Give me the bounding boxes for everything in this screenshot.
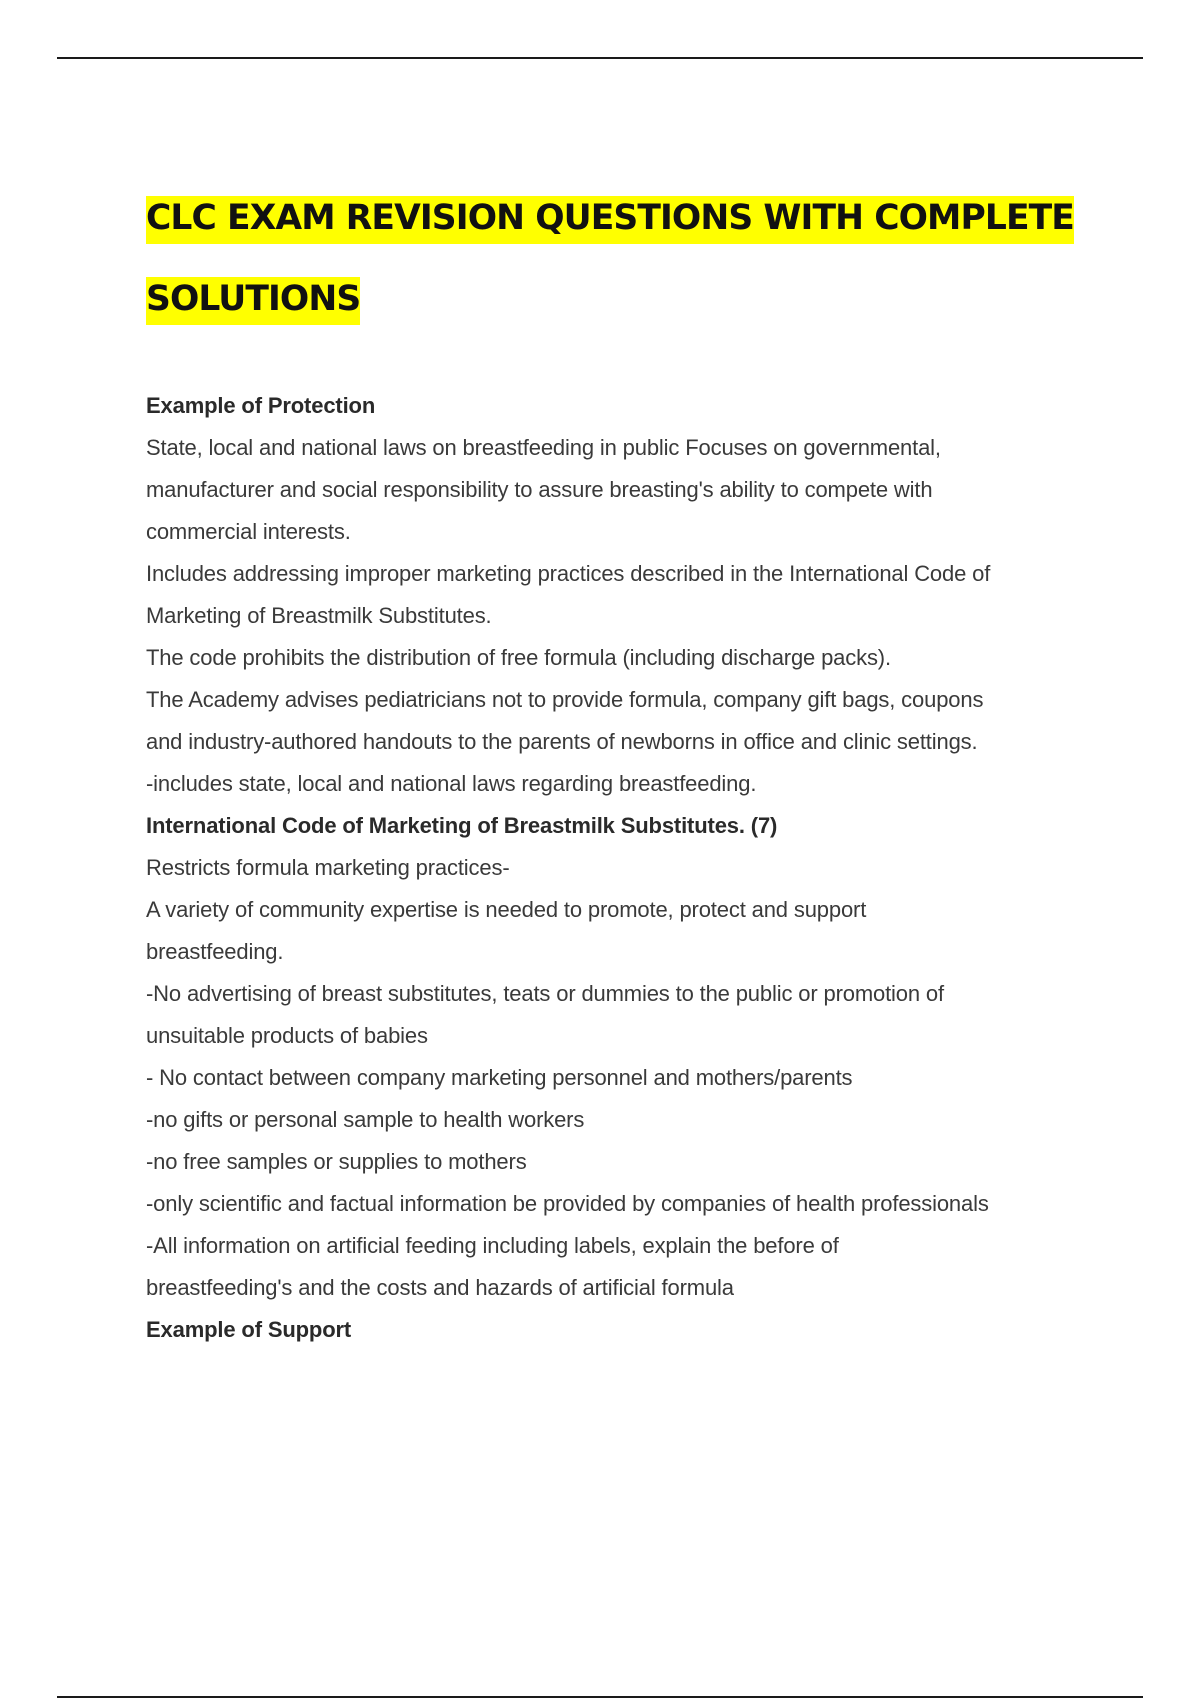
- section-heading-protection: Example of Protection: [146, 393, 376, 418]
- section-heading-international-code: International Code of Marketing of Breastmilk Substitutes. (7): [146, 813, 778, 838]
- body-line: and industry-authored handouts to the parents of newborns in office and clinic settings.: [146, 729, 978, 754]
- body-line: State, local and national laws on breastfeeding in public Focuses on governmental,: [146, 435, 941, 460]
- body-line: The code prohibits the distribution of free formula (including discharge packs).: [146, 645, 891, 670]
- body-line: -No advertising of breast substitutes, teats or dummies to the public or promotion of: [146, 981, 944, 1006]
- title-line-1: CLC EXAM REVISION QUESTIONS WITH COMPLETE: [146, 196, 1074, 244]
- body-line: A variety of community expertise is needed to promote, protect and support: [146, 897, 867, 922]
- body-line: -no gifts or personal sample to health workers: [146, 1107, 585, 1132]
- header-rule: [57, 57, 1143, 59]
- body-line: Restricts formula marketing practices-: [146, 855, 510, 880]
- body-line: Includes addressing improper marketing practices described in the International Code of: [146, 561, 991, 586]
- body-line: -includes state, local and national laws regarding breastfeeding.: [146, 771, 757, 796]
- body-line: -only scientific and factual information be provided by companies of health professionals: [146, 1191, 989, 1216]
- body-line: breastfeeding's and the costs and hazards of artificial formula: [146, 1275, 734, 1300]
- page-title: [146, 178, 1106, 340]
- body-line: -no free samples or supplies to mothers: [146, 1149, 527, 1174]
- body-line: The Academy advises pediatricians not to provide formula, company gift bags, coupons: [146, 687, 984, 712]
- title-line-2: SOLUTIONS: [146, 277, 360, 325]
- body-line: unsuitable products of babies: [146, 1023, 428, 1048]
- body-line: -All information on artificial feeding including labels, explain the before of: [146, 1233, 839, 1258]
- body-line: - No contact between company marketing personnel and mothers/parents: [146, 1065, 853, 1090]
- body-line: Marketing of Breastmilk Substitutes.: [146, 603, 492, 628]
- document-body: [146, 385, 1106, 1351]
- body-line: commercial interests.: [146, 519, 351, 544]
- body-line: breastfeeding.: [146, 939, 284, 964]
- body-line: manufacturer and social responsibility to assure breasting's ability to compete with: [146, 477, 933, 502]
- footer-rule: [57, 1696, 1143, 1698]
- section-heading-support: Example of Support: [146, 1317, 352, 1342]
